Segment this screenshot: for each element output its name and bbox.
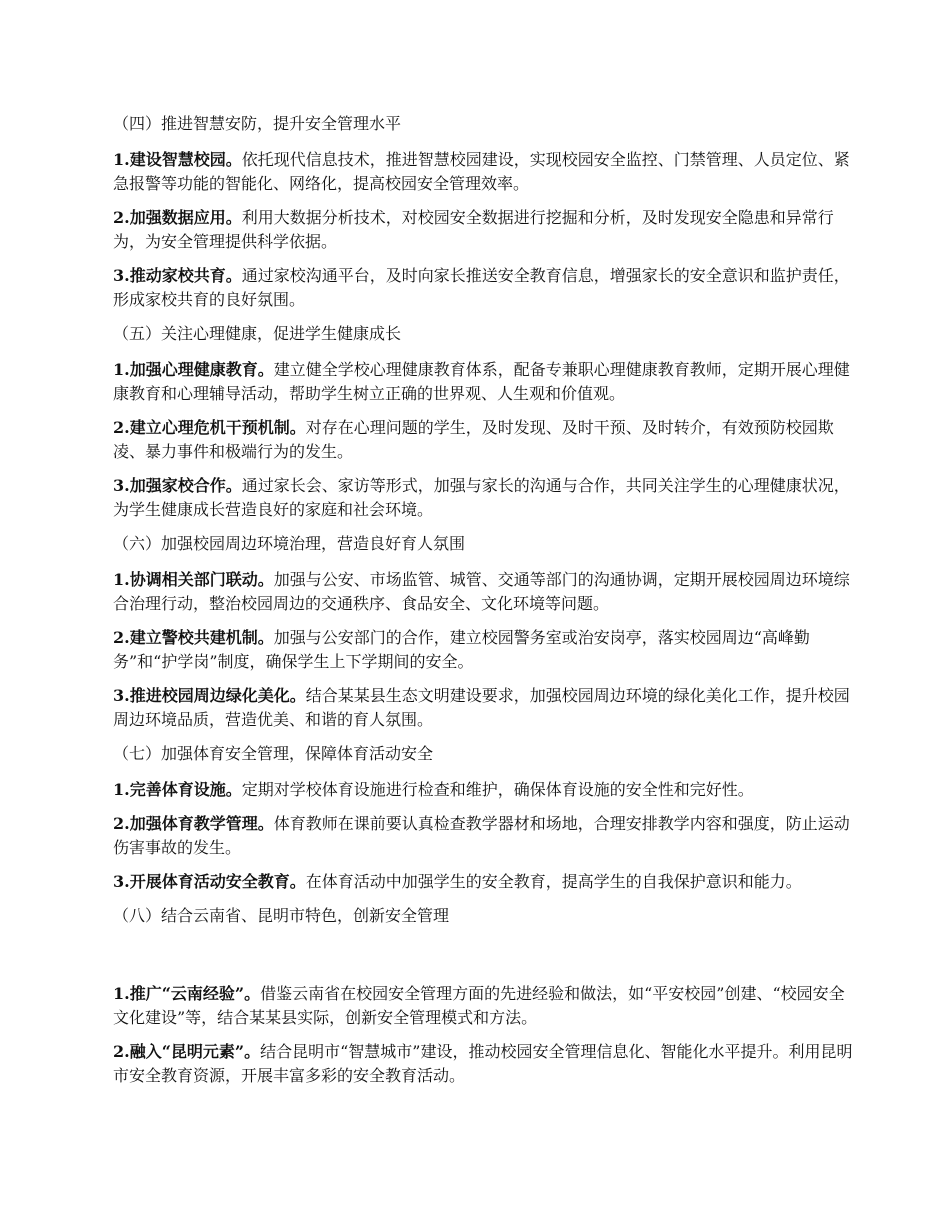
paragraph-lead: 1.加强心理健康教育。 xyxy=(113,360,274,379)
paragraph-lead: 1.推广“云南经验”。 xyxy=(113,984,261,1003)
paragraph-text: 对存在心理问题的学生，及时发现、及时干预、及时转介，有效预防校园欺凌、暴力事件和极端行为的发生。 xyxy=(113,418,834,461)
paragraph-lead: 3.推动家校共育。 xyxy=(113,266,242,285)
paragraph-text: 在体育活动中加强学生的安全教育，提高学生的自我保护意识和能力。 xyxy=(305,872,802,891)
paragraph-text: 通过家校沟通平台，及时向家长推送安全教育信息，增强家长的安全意识和监护责任，形成家校共育的良好氛围。 xyxy=(113,266,850,309)
paragraph-text: 体育教师在课前要认真检查教学器材和场地，合理安排教学内容和强度，防止运动伤害事故的发生。 xyxy=(113,814,850,857)
section-heading-7: （七）加强体育安全管理，保障体育活动安全 xyxy=(113,744,434,763)
paragraph-8-2 xyxy=(113,1040,853,1088)
paragraph-lead: 2.建立心理危机干预机制。 xyxy=(113,418,306,437)
paragraph-8-1 xyxy=(113,982,853,1030)
document-body xyxy=(113,112,853,1098)
paragraph-4-2 xyxy=(113,206,853,254)
paragraph-text: 结合昆明市“智慧城市”建设，推动校园安全管理信息化、智能化水平提升。利用昆明市安全教育资源，开展丰富多彩的安全教育活动。 xyxy=(113,1042,853,1085)
paragraph-6-3 xyxy=(113,684,853,732)
paragraph-4-3 xyxy=(113,264,853,312)
paragraph-lead: 2.加强体育教学管理。 xyxy=(113,814,274,833)
paragraph-lead: 3.推进校园周边绿化美化。 xyxy=(113,686,306,705)
paragraph-lead: 2.融入“昆明元素”。 xyxy=(113,1042,261,1061)
paragraph-5-2 xyxy=(113,416,853,464)
paragraph-text: 借鉴云南省在校园安全管理方面的先进经验和做法，如“平安校园”创建、“校园安全文化建设”等，结合某某县实际，创新安全管理模式和方法。 xyxy=(113,984,845,1027)
paragraph-7-2 xyxy=(113,812,853,860)
section-heading-8: （八）结合云南省、昆明市特色，创新安全管理 xyxy=(113,906,450,925)
paragraph-lead: 1.完善体育设施。 xyxy=(113,780,242,799)
paragraph-7-3 xyxy=(113,870,853,894)
paragraph-lead: 2.加强数据应用。 xyxy=(113,208,242,227)
paragraph-lead: 1.协调相关部门联动。 xyxy=(113,570,274,589)
paragraph-4-1 xyxy=(113,148,853,196)
paragraph-lead: 2.建立警校共建机制。 xyxy=(113,628,274,647)
section-heading-5: （五）关注心理健康，促进学生健康成长 xyxy=(113,324,402,343)
paragraph-text: 依托现代信息技术，推进智慧校园建设，实现校园安全监控、门禁管理、人员定位、紧急报警等功能的智能化、网络化，提高校园安全管理效率。 xyxy=(113,150,850,193)
paragraph-text: 加强与公安部门的合作，建立校园警务室或治安岗亭，落实校园周边“高峰勤务”和“护学岗”制度，确保学生上下学期间的安全。 xyxy=(113,628,810,671)
paragraph-6-1 xyxy=(113,568,853,616)
paragraph-7-1 xyxy=(113,778,853,802)
paragraph-lead: 3.加强家校合作。 xyxy=(113,476,242,495)
paragraph-5-1 xyxy=(113,358,853,406)
paragraph-text: 定期对学校体育设施进行检查和维护，确保体育设施的安全性和完好性。 xyxy=(241,780,754,799)
paragraph-lead: 3.开展体育活动安全教育。 xyxy=(113,872,306,891)
paragraph-text: 结合某某县生态文明建设要求，加强校园周边环境的绿化美化工作，提升校园周边环境品质，营造优美、和谐的育人氛围。 xyxy=(113,686,850,729)
section-heading-6: （六）加强校园周边环境治理，营造良好育人氛围 xyxy=(113,534,466,553)
paragraph-text: 加强与公安、市场监管、城管、交通等部门的沟通协调，定期开展校园周边环境综合治理行动，整治校园周边的交通秩序、食品安全、文化环境等问题。 xyxy=(113,570,850,613)
paragraph-lead: 1.建设智慧校园。 xyxy=(113,150,242,169)
paragraph-text: 通过家长会、家访等形式，加强与家长的沟通与合作，共同关注学生的心理健康状况，为学生健康成长营造良好的家庭和社会环境。 xyxy=(113,476,850,519)
paragraph-text: 利用大数据分析技术，对校园安全数据进行挖掘和分析，及时发现安全隐患和异常行为，为安全管理提供科学依据。 xyxy=(113,208,834,251)
paragraph-6-2 xyxy=(113,626,853,674)
paragraph-text: 建立健全学校心理健康教育体系，配备专兼职心理健康教育教师，定期开展心理健康教育和心理辅导活动，帮助学生树立正确的世界观、人生观和价值观。 xyxy=(113,360,850,403)
paragraph-5-3 xyxy=(113,474,853,522)
blank-spacer xyxy=(113,940,853,982)
section-heading-4: （四）推进智慧安防，提升安全管理水平 xyxy=(113,114,402,133)
